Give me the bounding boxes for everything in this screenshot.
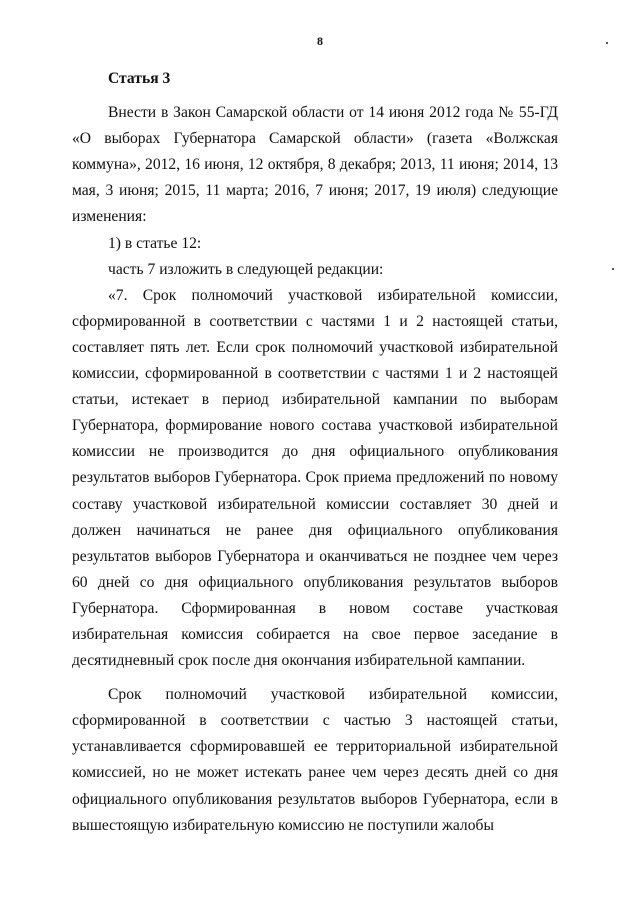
spacer: [72, 674, 558, 682]
spacer: [72, 92, 558, 100]
page-number: 8: [317, 34, 323, 48]
article-intro-paragraph: Внести в Закон Самарской области от 14 июня 2012 года № 55-ГД «О выборах Губернатора Самарской области» (газета «Волжская коммуна», 2012, 16 июня, 12 октября, 8 декабря; 2013, 11 июня; 2014, 13 мая, 3 июня; 2015, 11 марта; 2016, 7 июня; 2017, 19 июля) следующие изменения:: [72, 104, 558, 226]
quoted-part-7-paragraph-2: Срок полномочий участковой избирательной комиссии, сформированной в соответствии с частью 3 настоящей статьи, устанавливается сформировавшей ее территориальной избирательной комиссией, но не может истекать ранее чем через десять дней со дня официального опубликования результатов выборов Губернатора, если в вышестоящую избирательную комиссию не поступили жалобы: [72, 686, 558, 834]
scan-speck: [612, 268, 614, 270]
amendment-item-1: 1) в статье 12:: [108, 234, 202, 252]
amendment-instruction: часть 7 изложить в следующей редакции:: [108, 260, 384, 278]
quoted-part-7-paragraph-1: «7. Срок полномочий участковой избирательной комиссии, сформированной в соответствии с частями 1 и 2 настоящей статьи, составляет пять лет. Если срок полномочий участковой избирательной комиссии, сформированной в соответствии с частями 1 и 2 настоящей статьи, истекает в период избирательной кампании по выборам Губернатора, формирование нового состава участковой избирательной комиссии не производится до дня официального опубликования результатов выборов Губернатора. Срок приема предложений по новому составу участковой избирательной комиссии составляет 30 дней и должен начинаться не ранее дня официального опубликования результатов выборов Губернатора и оканчиваться не позднее чем через 60 дней со дня официального опубликования результатов выборов Губернатора. Сформированная в новом составе участковая избирательная комиссия собирается на свое первое заседание в десятидневный срок после дня окончания избирательной кампании.: [72, 286, 558, 670]
article-body: [72, 66, 558, 839]
article-heading: Статья 3: [108, 70, 171, 87]
scan-speck: [606, 42, 608, 44]
